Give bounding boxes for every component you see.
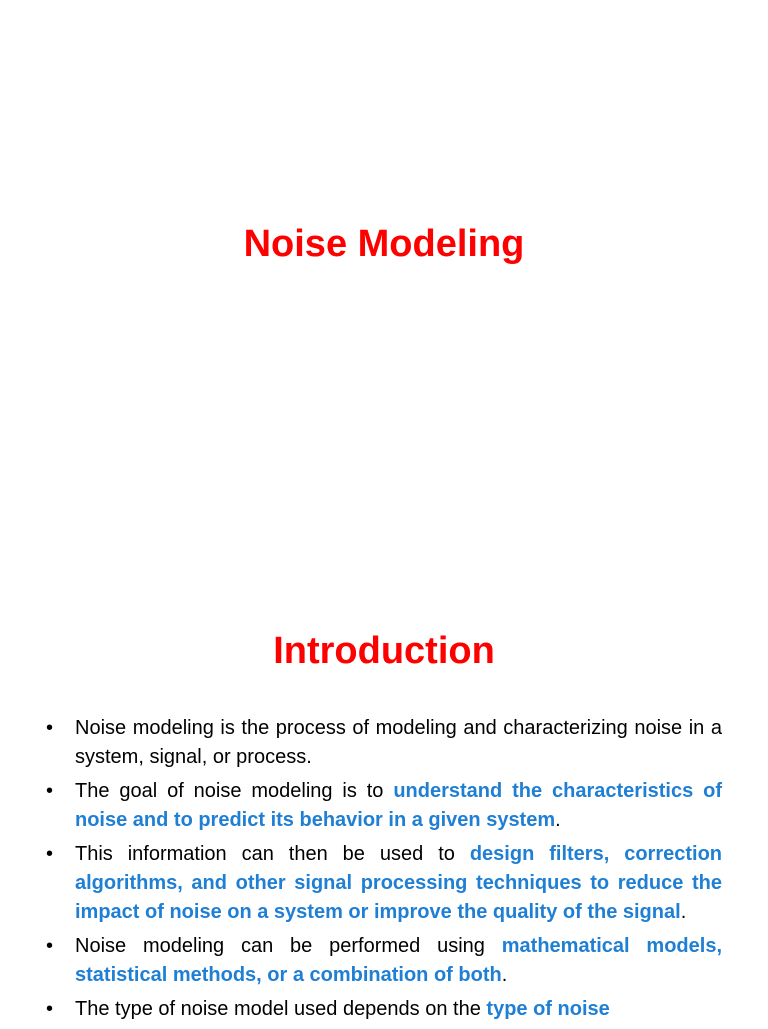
bullet-item: [46, 840, 722, 927]
bullet-dot-icon: •: [46, 780, 54, 802]
bullet-text: .: [680, 901, 687, 923]
bullet-item: [46, 932, 722, 990]
bullet-dot-icon: •: [46, 717, 54, 739]
bullet-highlight: understand the characteristics of noise and to predict its behavior in a given system: [75, 780, 722, 831]
slide-title-heading: Noise Modeling: [243, 223, 525, 265]
bullet-highlight: mathematical models, statistical methods, or a combination of both: [75, 935, 723, 986]
bullet-item: [46, 995, 722, 1024]
bullet-highlight: type of noise: [486, 998, 610, 1020]
bullet-dot-icon: •: [46, 843, 54, 865]
bullet-item: [46, 714, 722, 772]
bullet-text: .: [501, 964, 508, 986]
bullet-text: This information can then be used to: [75, 843, 470, 865]
bullet-text: The goal of noise modeling is to: [75, 780, 394, 802]
bullet-text: Noise modeling is the process of modeling and characterizing noise in a system, signal, or process.: [75, 717, 722, 768]
introduction-heading: Introduction: [273, 630, 495, 672]
bullet-text: Noise modeling can be performed using: [75, 935, 502, 957]
bullet-dot-icon: •: [46, 935, 54, 957]
bullet-text: The type of noise model used depends on the: [75, 998, 487, 1020]
bullet-text: .: [555, 809, 561, 831]
slide-introduction: [0, 576, 768, 1024]
bullet-highlight: design filters, correction algorithms, and other signal processing techniques to reduce the impact of noise on a system or improve the quality of the signal: [75, 843, 722, 923]
bullet-list: [46, 714, 722, 1029]
bullet-item: [46, 777, 722, 835]
bullet-dot-icon: •: [46, 998, 54, 1020]
